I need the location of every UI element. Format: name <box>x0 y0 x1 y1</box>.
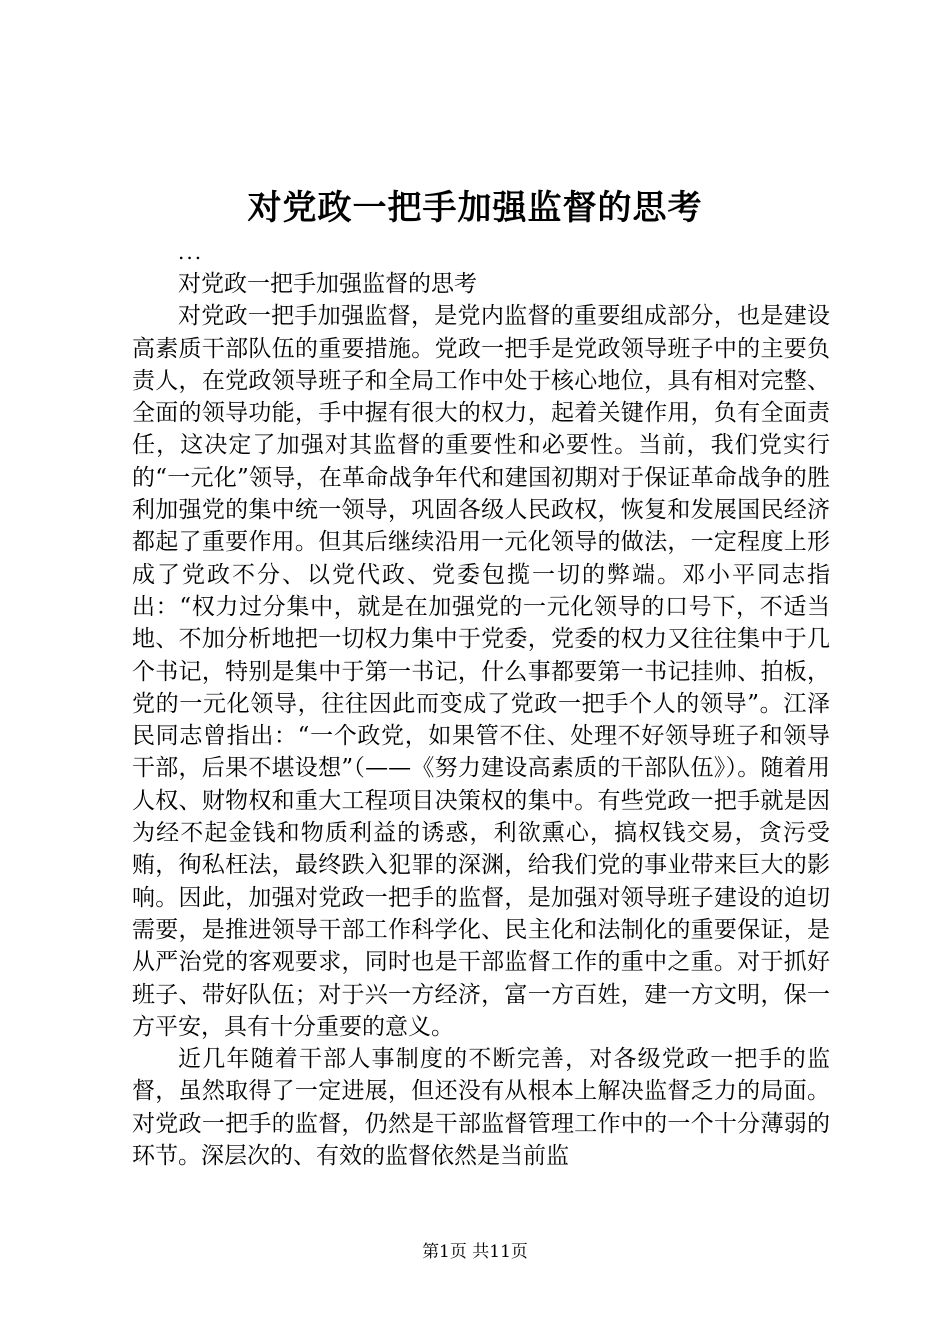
document-body <box>132 268 830 1172</box>
body-paragraph-2: 近几年随着干部人事制度的不断完善，对各级党政一把手的监督，虽然取得了一定进展，但还没有从根本上解决监督乏力的局面。对党政一把手的监督，仍然是干部监督管理工作中的一个十分薄弱的环节。深层次的、有效的监督依然是当前监 <box>132 1046 830 1170</box>
ellipsis-marker: ... <box>178 240 204 264</box>
page-number-footer: 第1页 共11页 <box>422 1242 528 1262</box>
subtitle-paragraph: 对党政一把手加强监督的思考 <box>178 271 477 297</box>
body-paragraph-1: 对党政一把手加强监督，是党内监督的重要组成部分，也是建设高素质干部队伍的重要措施。党政一把手是党政领导班子中的主要负责人，在党政领导班子和全局工作中处于核心地位，具有相对完整、全面的领导功能，手中握有很大的权力，起着关键作用，负有全面责任，这决定了加强对其监督的重要性和必要性。当前，我们党实行的“一元化”领导，在革命战争年代和建国初期对于保证革命战争的胜利加强党的集中统一领导，巩固各级人民政权，恢复和发展国民经济都起了重要作用。但其后继续沿用一元化领导的做法，一定程度上形成了党政不分、以党代政、党委包揽一切的弊端。邓小平同志指出：“权力过分集中，就是在加强党的一元化领导的口号下，不适当地、不加分析地把一切权力集中于党委，党委的权力又往往集中于几个书记，特别是集中于第一书记，什么事都要第一书记挂帅、拍板，党的一元化领导，往往因此而变成了党政一把手个人的领导”。江泽民同志曾指出：“一个政党，如果管不住、处理不好领导班子和领导干部，后果不堪设想”（——《努力建设高素质的干部队伍》）。随着用人权、财物权和重大工程项目决策权的集中。有些党政一把手就是因为经不起金钱和物质利益的诱惑，利欲熏心，搞权钱交易，贪污受贿，徇私枉法，最终跌入犯罪的深渊，给我们党的事业带来巨大的影响。因此，加强对党政一把手的监督，是加强对领导班子建设的迫切需要，是推进领导干部工作科学化、民主化和法制化的重要保证，是从严治党的客观要求，同时也是干部监督工作的重中之重。对于抓好班子、带好队伍；对于兴一方经济，富一方百姓，建一方文明，保一方平安，具有十分重要的意义。 <box>132 303 830 1040</box>
document-title: 对党政一把手加强监督的思考 <box>247 188 703 228</box>
